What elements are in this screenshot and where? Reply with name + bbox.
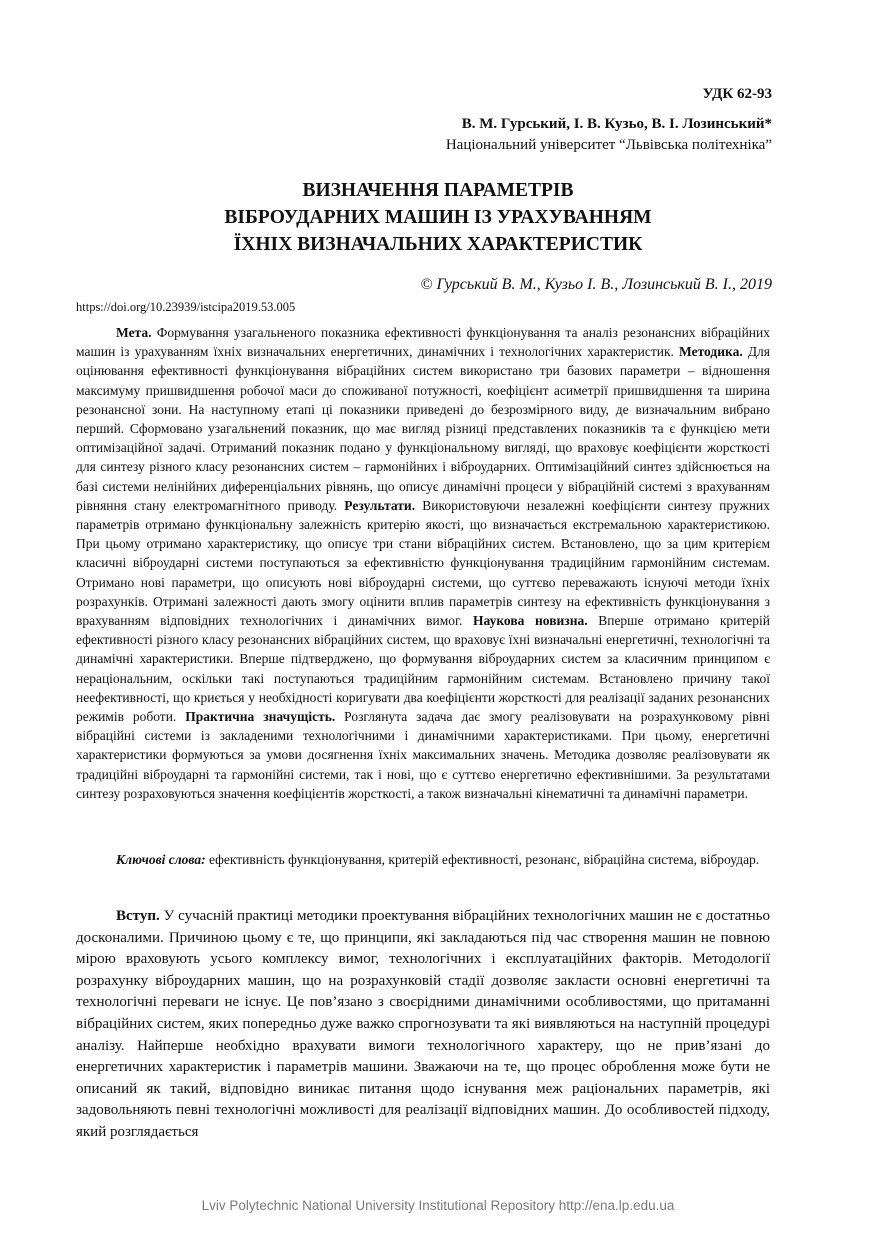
introduction — [76, 906, 770, 1144]
intro-label: Вступ. — [116, 908, 160, 924]
paper-title — [0, 177, 876, 258]
abstract-method-text: Для оцінювання ефективності функціонування вібраційних систем використано три базових параметри – відношення максимуму пришвидшення робочої маси до споживаної потужності, коефіцієнт асиметрії пришвидшення та ширина резонансної зони. На наступному етапі ці показники приведені до безрозмірного виду, де визначальним вибрано перший. Сформовано узагальнений показник, що має вигляд різниці представлених показників та є функцією мети оптимізаційної задачі. Отриманий показник подано у функціональному вигляді, що враховує коефіцієнти жорсткості для синтезу різного класу резонансних систем – гармонійних і віброударних. Оптимізаційний синтез здійснюється на базі системи нелінійних диференціальних рівнянь, що описує динамічні процеси у вібраційній системі з врахуванням рівняння стану електромагнітного приводу. — [76, 344, 770, 513]
abstract-practical-label: Практична значущість. — [185, 709, 336, 725]
abstract-novelty-label: Наукова новизна. — [473, 613, 588, 629]
abstract-novelty-text: Вперше отримано критерій ефективності різного класу резонансних вібраційних систем, що враховує їхні визначальні енергетичні, технологічні та динамічні характеристики. Вперше підтверджено, що формування віброударних систем за класичним принципом є нераціональним, оскільки такі поступаються традиційним гармонійним системам. Встановлено причину такої неефективності, що криється у необхідності коригувати два коефіцієнти жорсткості для реалізації заданих резонансних режимів роботи. — [76, 613, 770, 725]
keywords-text: ефективність функціонування, критерій ефективності, резонанс, вібраційна система, віброудар. — [205, 852, 760, 867]
abstract-results-text: Використовуючи незалежні коефіцієнти синтезу пружних параметрів отримано функціональну залежність критерію якості, що визначається екстремальною характеристикою. При цьому отримано характеристику, що описує три стани вібраційних систем. Встановлено, що за цим критерієм класичні віброударні системи поступаються за ефективністю функціонування традиційним гармонійним системам. Отримано нові параметри, що описують нові віброударні системи, що суттєво переважають існуючі методи їхніх розрахунків. Отримані залежності дають змогу оцінити вплив параметрів синтезу на ефективність функціонування з врахуванням відповідних технологічних і динамічних вимог. — [76, 497, 770, 629]
title-line-3: ЇХНІХ ВИЗНАЧАЛЬНИХ ХАРАКТЕРИСТИК — [233, 234, 643, 255]
udk-code: УДК 62-93 — [702, 86, 772, 102]
copyright-line: © Гурський В. М., Кузьо І. В., Лозинський В. І., 2019 — [420, 276, 772, 293]
title-line-1: ВИЗНАЧЕННЯ ПАРАМЕТРІВ — [302, 180, 574, 201]
affiliation: Національний університет “Львівська політехніка” — [445, 137, 772, 153]
abstract — [76, 323, 770, 803]
abstract-purpose-text: Формування узагальненого показника ефективності функціонування та аналіз резонансних вібраційних машин із урахуванням їхніх визначальних енергетичних, динамічних і технологічних характеристик. — [76, 325, 770, 360]
repository-footer: Lviv Polytechnic National University Institutional Repository http://ena.lp.edu.ua — [201, 1198, 675, 1213]
author-names: В. М. Гурський, І. В. Кузьо, В. І. Лозинський* — [461, 116, 772, 132]
author-block — [446, 114, 772, 156]
abstract-practical-text: Розглянута задача дає змогу реалізовувати на розрахунковому рівні вібраційні системи із закладеними технологічними і динамічними характеристиками. При цьому, енергетичні характеристики формуються за умови досягнення їхніх максимальних значень. Методика дозволяє реалізовувати як традиційні віброударні та гармонійні системи, так і нові, що є суттєво енергетично ефективнішими. За результатами синтезу розраховуються значення коефіцієнтів жорсткості, а також визначальні кінематичні та динамічні параметри. — [76, 709, 770, 801]
abstract-purpose-label: Мета. — [116, 325, 152, 340]
doi-link[interactable]: https://doi.org/10.23939/istcipa2019.53.005 — [76, 300, 296, 314]
title-line-2: ВІБРОУДАРНИХ МАШИН ІЗ УРАХУВАННЯМ — [224, 207, 652, 228]
abstract-method-label: Методика. — [679, 344, 743, 360]
intro-text: У сучасній практиці методики проектування вібраційних технологічних машин не є достатньо досконалими. Причиною цьому є те, що принципи, які закладаються під час створення машин не повною мірою враховують усього комплексу вимог, технологічних і експлуатаційних факторів. Методології розрахунку віброударних машин, що на розрахунковій стадії дозволяє закласти основні енергетичні та технологічні переваги не існує. Це пов’язано з своєрідними динамічними особливостями, що притаманні вібраційних систем, яких попередньо дуже важко спрогнозувати та які виявляються на наступній процедурі аналізу. Найперше необхідно врахувати вимоги технологічного характеру, що не прив’язані до енергетичних характеристик і параметрів машини. Зважаючи на те, що процес оброблення може бути не описаний як такий, відповідно виникає питання щодо існування меж раціональних параметрів, які задовольняють певні технологічні можливості для реалізації відповідних машин. До особливостей підходу, який розглядається — [76, 908, 770, 1140]
keywords-label: Ключові слова: — [116, 852, 206, 867]
keywords — [76, 850, 770, 869]
abstract-results-label: Результати. — [344, 497, 416, 513]
